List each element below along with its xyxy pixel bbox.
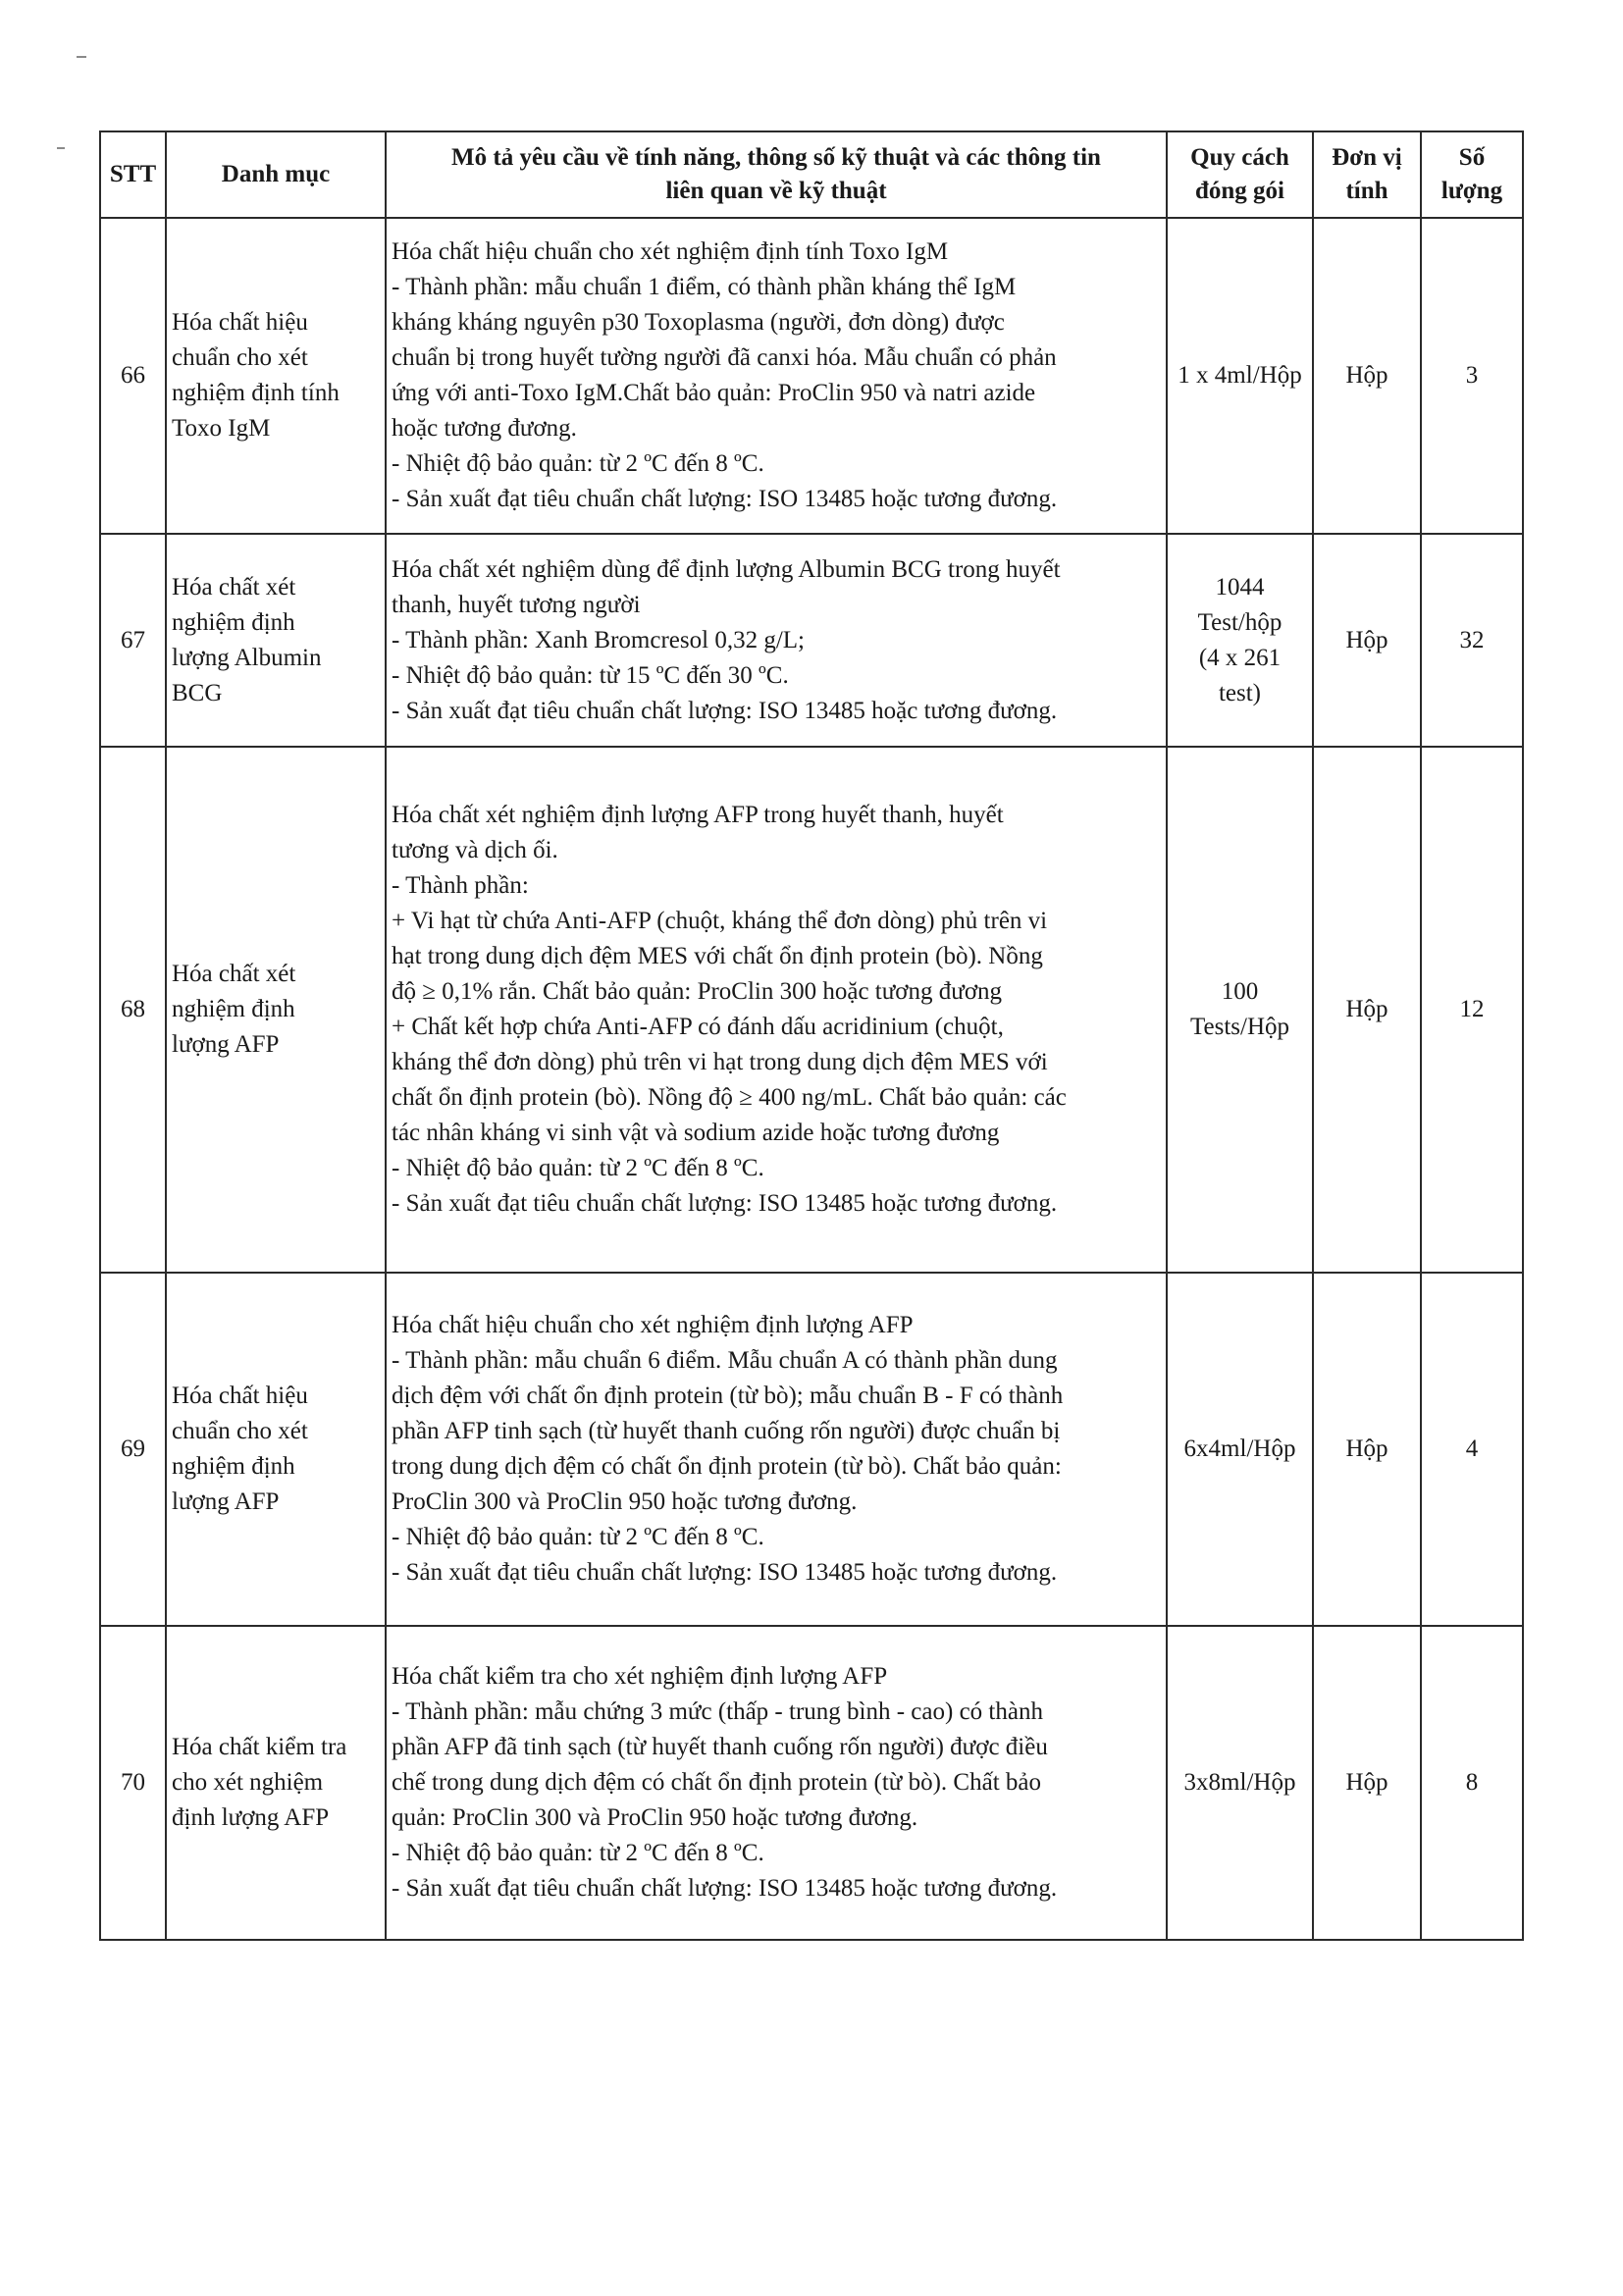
category-line: Hóa chất hiệu [172, 309, 308, 336]
row-quantity: 32 [1421, 534, 1523, 747]
category-line: Hóa chất hiệu [172, 1383, 308, 1409]
packaging-line: 1044 [1215, 573, 1265, 600]
description-line: - Thành phần: [392, 872, 529, 899]
description-line: phần AFP tinh sạch (từ huyết thanh cuống rốn người) được chuẩn bị [392, 1418, 1061, 1444]
table-row [100, 218, 1523, 534]
header-description: Mô tả yêu cầu về tính năng, thông số kỹ thuật và các thông tin liên quan về kỹ thuật [386, 131, 1167, 218]
row-packaging [1167, 1626, 1313, 1940]
row-unit: Hộp [1313, 1626, 1421, 1940]
description-line: trong dung dịch đệm có chất ổn định protein (từ bò). Chất bảo quản: [392, 1453, 1062, 1480]
description-line: - Thành phần: Xanh Bromcresol 0,32 g/L; [392, 626, 805, 653]
row-unit: Hộp [1313, 747, 1421, 1273]
description-line: - Nhiệt độ bảo quản: từ 15 ºC đến 30 ºC. [392, 661, 789, 689]
category-line: lượng AFP [172, 1488, 280, 1515]
description-line: hạt trong dung dịch đệm MES với chất ổn định protein (bò). Nồng [392, 943, 1043, 969]
scan-mark [77, 56, 86, 58]
category-line: Toxo IgM [172, 415, 271, 442]
row-packaging [1167, 747, 1313, 1273]
category-line: nghiệm định tính [172, 380, 340, 406]
header-row [100, 131, 1523, 218]
header-packaging: Quy cách đóng gói [1167, 131, 1313, 218]
packaging-line: test) [1218, 679, 1262, 706]
packaging-line: (4 x 261 [1198, 644, 1282, 671]
row-category [166, 218, 386, 534]
row-packaging [1167, 218, 1313, 534]
table-row [100, 1626, 1523, 1940]
category-line: nghiệm định [172, 996, 295, 1022]
row-quantity: 3 [1421, 218, 1523, 534]
description-line: Hóa chất xét nghiệm dùng để định lượng Albumin BCG trong huyết [392, 555, 1061, 583]
row-quantity: 8 [1421, 1626, 1523, 1940]
description-line: - Sản xuất đạt tiêu chuẩn chất lượng: ISO 13485 hoặc tương đương. [392, 1559, 1058, 1586]
description-line: Hóa chất hiệu chuẩn cho xét nghiệm định tính Toxo IgM [392, 238, 949, 265]
category-line: nghiệm định [172, 1453, 295, 1480]
packaging-line: 1 x 4ml/Hộp [1178, 362, 1302, 389]
specification-table [99, 130, 1524, 1941]
description-line: - Nhiệt độ bảo quản: từ 2 ºC đến 8 ºC. [392, 1155, 764, 1181]
description-line: - Thành phần: mẫu chuẩn 1 điểm, có thành phần kháng thể IgM [392, 274, 1017, 300]
description-line: kháng kháng nguyên p30 Toxoplasma (người, đơn dòng) được [392, 309, 1005, 336]
description-line: Hóa chất xét nghiệm định lượng AFP trong huyết thanh, huyết [392, 802, 1004, 828]
description-line: tương và dịch ối. [392, 837, 558, 863]
row-description [386, 1273, 1167, 1626]
row-packaging [1167, 534, 1313, 747]
packaging-line: 100 [1221, 978, 1259, 1005]
table-body [100, 218, 1523, 1940]
category-line: Hóa chất kiểm tra [172, 1734, 347, 1760]
row-category [166, 1626, 386, 1940]
row-description [386, 1626, 1167, 1940]
row-stt: 69 [100, 1273, 166, 1626]
description-line: Hóa chất hiệu chuẩn cho xét nghiệm định lượng AFP [392, 1312, 914, 1338]
description-line: - Sản xuất đạt tiêu chuẩn chất lượng: ISO 13485 hoặc tương đương. [392, 697, 1058, 724]
row-stt: 70 [100, 1626, 166, 1940]
description-line: hoặc tương đương. [392, 415, 577, 442]
description-line: + Chất kết hợp chứa Anti-AFP có đánh dấu acridinium (chuột, [392, 1014, 1004, 1040]
header-quantity: Số lượng [1421, 131, 1523, 218]
row-description [386, 747, 1167, 1273]
packaging-line: 3x8ml/Hộp [1183, 1769, 1296, 1796]
category-line: chuẩn cho xét [172, 1418, 308, 1444]
description-line: - Sản xuất đạt tiêu chuẩn chất lượng: ISO 13485 hoặc tương đương. [392, 486, 1058, 512]
description-line: chất ổn định protein (bò). Nồng độ ≥ 400 ng/mL. Chất bảo quản: các [392, 1084, 1067, 1111]
table-row [100, 747, 1523, 1273]
row-category [166, 534, 386, 747]
packaging-line: 6x4ml/Hộp [1183, 1435, 1296, 1462]
row-unit: Hộp [1313, 534, 1421, 747]
description-line: - Nhiệt độ bảo quản: từ 2 ºC đến 8 ºC. [392, 450, 764, 477]
category-line: chuẩn cho xét [172, 344, 308, 371]
scan-mark [57, 147, 65, 149]
description-line: chuẩn bị trong huyết tường người đã canxi hóa. Mẫu chuẩn có phản [392, 344, 1057, 371]
description-line: độ ≥ 0,1% rắn. Chất bảo quản: ProClin 300 hoặc tương đương [392, 978, 1003, 1005]
description-line: tác nhân kháng vi sinh vật và sodium azide hoặc tương đương [392, 1120, 1000, 1146]
row-unit: Hộp [1313, 218, 1421, 534]
header-unit: Đơn vị tính [1313, 131, 1421, 218]
packaging-line: Tests/Hộp [1189, 1014, 1290, 1040]
category-line: BCG [172, 679, 223, 706]
category-line: lượng Albumin [172, 644, 322, 671]
category-line: lượng AFP [172, 1031, 280, 1058]
description-line: dịch đệm với chất ổn định protein (từ bò); mẫu chuẩn B - F có thành [392, 1383, 1064, 1409]
header-category: Danh mục [166, 131, 386, 218]
description-line: ứng với anti-Toxo IgM.Chất bảo quản: ProClin 950 và natri azide [392, 380, 1036, 406]
description-line: - Sản xuất đạt tiêu chuẩn chất lượng: ISO 13485 hoặc tương đương. [392, 1875, 1058, 1902]
description-line: + Vi hạt từ chứa Anti-AFP (chuột, kháng thể đơn dòng) phủ trên vi [392, 908, 1048, 934]
row-quantity: 12 [1421, 747, 1523, 1273]
description-line: phần AFP đã tinh sạch (từ huyết thanh cuống rốn người) được điều [392, 1734, 1048, 1760]
row-quantity: 4 [1421, 1273, 1523, 1626]
description-line: - Nhiệt độ bảo quản: từ 2 ºC đến 8 ºC. [392, 1524, 764, 1550]
row-category [166, 1273, 386, 1626]
category-line: Hóa chất xét [172, 961, 296, 987]
row-stt: 67 [100, 534, 166, 747]
row-description [386, 218, 1167, 534]
row-stt: 68 [100, 747, 166, 1273]
description-line: - Thành phần: mẫu chuẩn 6 điểm. Mẫu chuẩn A có thành phần dung [392, 1347, 1058, 1374]
packaging-line: Test/hộp [1197, 608, 1283, 636]
row-description [386, 534, 1167, 747]
row-unit: Hộp [1313, 1273, 1421, 1626]
description-line: - Sản xuất đạt tiêu chuẩn chất lượng: ISO 13485 hoặc tương đương. [392, 1190, 1058, 1217]
table-row [100, 1273, 1523, 1626]
category-line: nghiệm định [172, 608, 295, 636]
description-line: - Thành phần: mẫu chứng 3 mức (thấp - trung bình - cao) có thành [392, 1698, 1043, 1725]
description-line: kháng thể đơn dòng) phủ trên vi hạt trong dung dịch đệm MES với [392, 1049, 1048, 1075]
row-packaging [1167, 1273, 1313, 1626]
category-line: định lượng AFP [172, 1804, 330, 1831]
description-line: Hóa chất kiểm tra cho xét nghiệm định lượng AFP [392, 1663, 888, 1690]
category-line: Hóa chất xét [172, 573, 296, 600]
description-line: chế trong dung dịch đệm có chất ổn định protein (từ bò). Chất bảo [392, 1769, 1041, 1796]
description-line: - Nhiệt độ bảo quản: từ 2 ºC đến 8 ºC. [392, 1840, 764, 1866]
category-line: cho xét nghiệm [172, 1769, 324, 1796]
row-stt: 66 [100, 218, 166, 534]
row-category [166, 747, 386, 1273]
header-stt: STT [100, 131, 166, 218]
description-line: thanh, huyết tương người [392, 591, 641, 618]
description-line: quản: ProClin 300 và ProClin 950 hoặc tương đương. [392, 1804, 918, 1831]
description-line: ProClin 300 và ProClin 950 hoặc tương đương. [392, 1488, 858, 1515]
table-row [100, 534, 1523, 747]
